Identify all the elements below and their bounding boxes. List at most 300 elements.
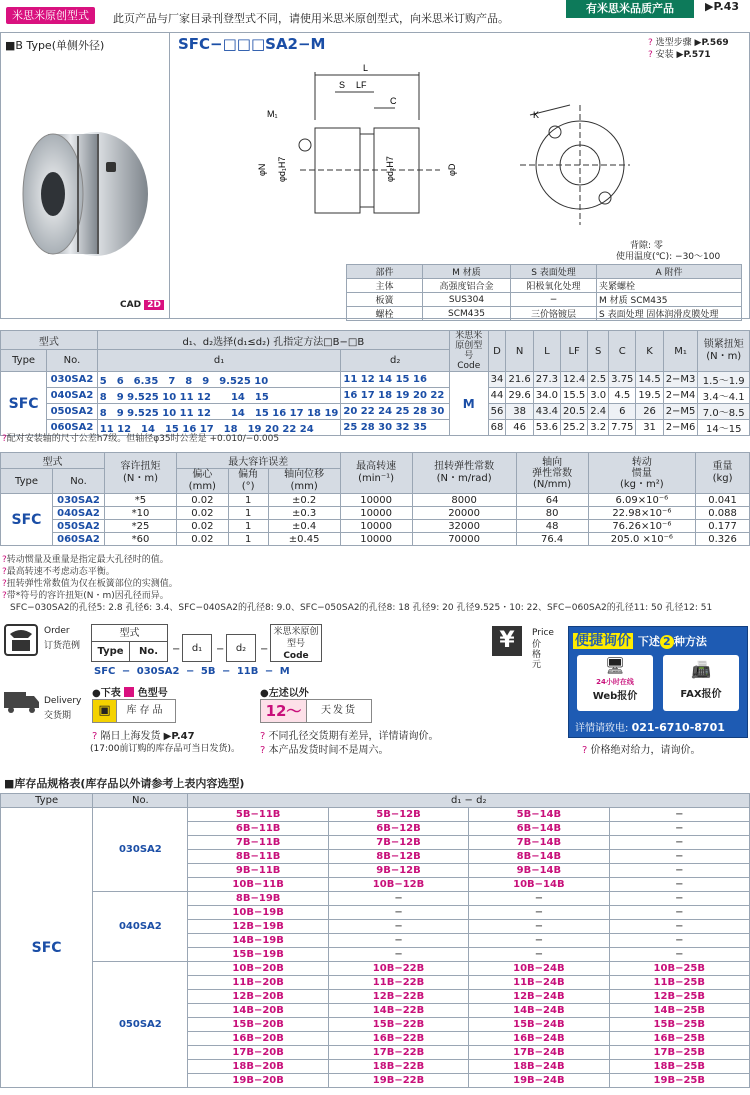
- dim-L: L: [363, 63, 369, 73]
- mat-cell: M 材质 SCM435: [597, 293, 742, 307]
- dim-torque: 7.0〜8.5: [698, 404, 750, 420]
- mat-cell: SCM435: [423, 307, 511, 321]
- stock-cell: −: [609, 878, 749, 892]
- dim-no: 050SA2: [47, 404, 98, 420]
- coupling-photo: [18, 84, 158, 284]
- perf-note: ?转动惯量及重量是指定最大孔径时的值。: [2, 555, 169, 565]
- top-banner: [0, 0, 750, 28]
- stock-cell: 14B−24B: [469, 1004, 609, 1018]
- dim-h-no: No.: [47, 350, 98, 372]
- perf-h-no: No.: [53, 469, 105, 494]
- materials-table: [346, 264, 742, 321]
- perf-cell: 80: [516, 507, 588, 520]
- dim-no: 030SA2: [47, 372, 98, 388]
- dim-M1: M₁: [267, 109, 278, 119]
- mat-cell: S 表面处理 固体润滑皮膜处理: [597, 307, 742, 321]
- type-label: ■B Type(单侧外径): [5, 39, 105, 52]
- stock-title: ■库存品规格表(库存品以外请参考上表内容选型): [4, 777, 245, 790]
- stock-cell: −: [469, 906, 609, 920]
- banner-text: 此页产品与厂家目录刊登型式不同，请使用米思米原创型式，向米思米订购产品。: [113, 12, 509, 25]
- stock-cell: 15B−19B: [188, 948, 328, 962]
- perf-no: 060SA2: [53, 533, 105, 546]
- perf-cell: 1: [228, 494, 268, 507]
- other-note1: ? 不同孔径交货期有差异，详情请询价。: [260, 731, 439, 742]
- perf-note: SFC−030SA2的孔径5: 2.8 孔径6: 3.4、SFC−040SA2的孔径8: 9.0、SFC−050SA2的孔径8: 18 孔径9: 20 孔径9.525・10: 22、SFC−060SA2的孔径11: 50 孔径12: 51: [10, 603, 713, 613]
- dim-d1: φd₁H7: [277, 156, 287, 182]
- perf-cell: 76.4: [516, 533, 588, 546]
- dim-val: 14.5: [636, 372, 663, 388]
- dim-val: 46: [506, 420, 533, 436]
- yen-icon: ¥: [492, 626, 522, 656]
- perf-cell: 20000: [412, 507, 516, 520]
- quality-badge: 有米思米品质产品: [566, 0, 694, 18]
- dim-val: 2.5: [588, 372, 609, 388]
- dim-d2: 25 28 30 32 35: [341, 420, 450, 436]
- perf-no: 040SA2: [53, 507, 105, 520]
- stock-cell: 18B−20B: [188, 1060, 328, 1074]
- price-label-en: Price: [532, 628, 554, 638]
- perf-cell: ±0.45: [268, 533, 340, 546]
- hours-badge: 24小时在线: [596, 678, 634, 686]
- perf-cell: 76.26×10⁻⁶: [588, 520, 696, 533]
- dim-val: 25.2: [560, 420, 587, 436]
- stock-cell: 16B−24B: [469, 1032, 609, 1046]
- stock-h-d: d₁ − d₂: [188, 794, 750, 808]
- mat-cell: 阳极氧化处理: [511, 279, 597, 293]
- stock-cell: 7B−12B: [328, 836, 468, 850]
- price-section: [492, 624, 750, 756]
- perf-h-torque: 容许扭矩 (N・m): [105, 453, 177, 494]
- dim-val: 53.6: [533, 420, 560, 436]
- stock-cell: 19B−24B: [469, 1074, 609, 1088]
- perf-no: 050SA2: [53, 520, 105, 533]
- perf-cell: 10000: [340, 520, 412, 533]
- stock-cell: −: [609, 948, 749, 962]
- order-dash: −: [216, 644, 225, 655]
- dim-val: 3.2: [588, 420, 609, 436]
- perf-h-speed: 最高转速 (min⁻¹): [340, 453, 412, 494]
- price-label-cn: 价格元: [532, 640, 542, 670]
- order-box-d1: d₁: [182, 634, 212, 662]
- perf-cell: 0.326: [696, 533, 750, 546]
- stock-no-cell: 050SA2: [93, 962, 188, 1088]
- materials-row: [347, 279, 742, 293]
- order-h-model: 型式: [92, 625, 167, 642]
- order-h-no: No.: [138, 646, 159, 657]
- tolerance-note: ?配对安装轴的尺寸公差h7级。但轴径φ35时公差是 +0.010/−0.005: [2, 434, 280, 444]
- stock-cell: 5B−14B: [469, 808, 609, 822]
- dim-torque: 14〜15: [698, 420, 750, 436]
- dim-d1: 8 9 9.525 10 11 12 14 15 16 17 18 19: [97, 404, 341, 420]
- stock-type-cell: SFC: [1, 808, 93, 1088]
- stock-cell: −: [469, 948, 609, 962]
- dim-d1: 5 6 6.35 7 8 9 9.525 10: [97, 372, 341, 388]
- stock-cell: 6B−11B: [188, 822, 328, 836]
- stock-row: [1, 962, 750, 976]
- stock-no-cell: 040SA2: [93, 892, 188, 962]
- dim-val: 34: [488, 372, 506, 388]
- perf-cell: 8000: [412, 494, 516, 507]
- perf-cell: 64: [516, 494, 588, 507]
- next-day-note2: (17:00前订购的库存品可当日发货)。: [90, 744, 240, 754]
- dim-val: 31: [636, 420, 663, 436]
- stock-cell: 10B−14B: [469, 878, 609, 892]
- stock-h-type: Type: [1, 794, 93, 808]
- ref-select[interactable]: ? 选型步骤 ▶P.569: [648, 38, 729, 48]
- dim-N: φN: [257, 163, 267, 176]
- order-box-model: [91, 624, 168, 662]
- dim-S: S: [339, 80, 346, 90]
- dim-h-d1: d₁: [97, 350, 341, 372]
- stock-cell: −: [328, 948, 468, 962]
- stock-cell: 11B−24B: [469, 976, 609, 990]
- stock-cell: 12B−20B: [188, 990, 328, 1004]
- dim-code: M: [449, 372, 488, 436]
- dim-row: [1, 388, 750, 404]
- stock-cell: 14B−19B: [188, 934, 328, 948]
- dim-h-col: L: [533, 331, 560, 372]
- order-section: [4, 622, 484, 684]
- stock-cell: 12B−24B: [469, 990, 609, 1004]
- perf-cell: ±0.3: [268, 507, 340, 520]
- stock-label: 库存品: [126, 705, 166, 716]
- dim-h-d2: d₂: [341, 350, 450, 372]
- days-box: [260, 699, 372, 723]
- dim-type-cell: SFC: [1, 372, 47, 436]
- dim-val: 15.5: [560, 388, 587, 404]
- dim-val: 12.4: [560, 372, 587, 388]
- mat-cell: 三价铬镀层: [511, 307, 597, 321]
- stock-cell: 6B−14B: [469, 822, 609, 836]
- web-label: Web报价: [592, 691, 638, 702]
- dim-C: C: [390, 96, 397, 106]
- dim-val: 3.0: [588, 388, 609, 404]
- mat-h-part: 部件: [347, 265, 423, 279]
- stock-cell: 16B−22B: [328, 1032, 468, 1046]
- dim-h-col: K: [636, 331, 663, 372]
- stock-row: [1, 808, 750, 822]
- stock-cell: 17B−22B: [328, 1046, 468, 1060]
- order-label-cn: 订货范例: [44, 641, 81, 651]
- stock-cell: −: [328, 906, 468, 920]
- stock-cell: 10B−22B: [328, 962, 468, 976]
- stock-cell: 15B−22B: [328, 1018, 468, 1032]
- stock-cell: 8B−12B: [328, 850, 468, 864]
- stock-cell: 6B−12B: [328, 822, 468, 836]
- stock-cell: 17B−24B: [469, 1046, 609, 1060]
- stock-cell: 14B−25B: [609, 1004, 749, 1018]
- stock-cell: 9B−12B: [328, 864, 468, 878]
- dimension-table: [0, 330, 750, 436]
- dim-h-col: M₁: [663, 331, 698, 372]
- stock-cell: 15B−25B: [609, 1018, 749, 1032]
- dim-LF: LF: [356, 80, 367, 90]
- quote-panel: [568, 626, 748, 738]
- dim-d1: 8 9 9.525 10 11 12 14 15: [97, 388, 341, 404]
- stock-cell: −: [469, 892, 609, 906]
- mat-cell: SUS304: [423, 293, 511, 307]
- mat-cell: 夹紧螺栓: [597, 279, 742, 293]
- dim-h-col: D: [488, 331, 506, 372]
- stock-cell: 14B−20B: [188, 1004, 328, 1018]
- stock-cell: −: [609, 808, 749, 822]
- dim-val: 68: [488, 420, 506, 436]
- dim-no: 060SA2: [47, 420, 98, 436]
- stock-cell: 11B−20B: [188, 976, 328, 990]
- dim-val: 6: [609, 404, 636, 420]
- stock-cell: 7B−14B: [469, 836, 609, 850]
- stock-cell: 18B−24B: [469, 1060, 609, 1074]
- stock-cell: 10B−20B: [188, 962, 328, 976]
- phone-line: 详情请致电: 021-6710-8701: [575, 721, 725, 734]
- dim-val: 4.5: [609, 388, 636, 404]
- perf-cell: *10: [105, 507, 177, 520]
- backlash-note: 背隙: 零: [630, 241, 663, 251]
- original-type-tag: 米思米原创型式: [6, 7, 95, 24]
- dim-val: 19.5: [636, 388, 663, 404]
- dim-val: 34.0: [533, 388, 560, 404]
- stock-cell: 8B−14B: [469, 850, 609, 864]
- dim-val: 29.6: [506, 388, 533, 404]
- dim-val: 43.4: [533, 404, 560, 420]
- stock-cell: 14B−22B: [328, 1004, 468, 1018]
- perf-cell: 10000: [340, 507, 412, 520]
- mat-cell: 板簧: [347, 293, 423, 307]
- perf-h-err: 最大容许误差: [176, 453, 340, 469]
- perf-cell: *5: [105, 494, 177, 507]
- stock-cell: 12B−19B: [188, 920, 328, 934]
- stock-cell: 15B−24B: [469, 1018, 609, 1032]
- perf-cell: 22.98×10⁻⁶: [588, 507, 696, 520]
- dim-h-type: Type: [1, 350, 47, 372]
- perf-cell: 0.02: [176, 533, 228, 546]
- stock-box: [92, 699, 176, 723]
- stock-no-cell: 030SA2: [93, 808, 188, 892]
- perf-cell: *25: [105, 520, 177, 533]
- dim-h-torque: 锁紧扭矩 (N・m): [698, 331, 750, 372]
- perf-cell: 1: [228, 520, 268, 533]
- stock-table: [0, 793, 750, 1088]
- performance-table: [0, 452, 750, 546]
- delivery-label-cn: 交货期: [44, 711, 72, 721]
- dim-no: 040SA2: [47, 388, 98, 404]
- quote-title: 便捷询价 下述 2 种方法: [575, 633, 707, 649]
- stock-cell: 11B−25B: [609, 976, 749, 990]
- stock-cell: −: [469, 920, 609, 934]
- mat-cell: 主体: [347, 279, 423, 293]
- materials-row: [347, 307, 742, 321]
- materials-row: [347, 293, 742, 307]
- stock-cell: 7B−11B: [188, 836, 328, 850]
- stock-h-no: No.: [93, 794, 188, 808]
- cad-badge[interactable]: CAD 2D: [120, 300, 164, 310]
- dim-row: [1, 404, 750, 420]
- perf-header-row: [1, 453, 750, 469]
- dim-val: 2−M3: [663, 372, 698, 388]
- perf-cell: 0.041: [696, 494, 750, 507]
- stock-cell: −: [328, 892, 468, 906]
- mat-cell: −: [511, 293, 597, 307]
- box-icon: ▣: [93, 700, 117, 722]
- dim-h-model: 型式: [1, 331, 98, 350]
- stock-cell: −: [609, 934, 749, 948]
- perf-cell: 70000: [412, 533, 516, 546]
- perf-h-axs: 轴向 弹性常数 (N/mm): [516, 453, 588, 494]
- stock-cell: 10B−11B: [188, 878, 328, 892]
- dim-d2: 20 22 24 25 28 30: [341, 404, 450, 420]
- perf-type-cell: SFC: [1, 494, 53, 546]
- stock-cell: 10B−25B: [609, 962, 749, 976]
- perf-h-wt: 重量 (kg): [696, 453, 750, 494]
- stock-cell: 8B−11B: [188, 850, 328, 864]
- stock-cell: 12B−25B: [609, 990, 749, 1004]
- technical-drawing: [250, 60, 630, 240]
- dim-d2: 16 17 18 19 20 22: [341, 388, 450, 404]
- ref-install[interactable]: ? 安装 ▶P.571: [648, 50, 711, 60]
- stock-cell: 16B−20B: [188, 1032, 328, 1046]
- stock-cell: 19B−20B: [188, 1074, 328, 1088]
- dim-h-d: d₁、d₂选择(d₁≤d₂) 孔指定方法□B−□B: [97, 331, 449, 350]
- perf-cell: 0.088: [696, 507, 750, 520]
- mat-h-surface: S 表面处理: [511, 265, 597, 279]
- mat-cell: 高强度铝合金: [423, 279, 511, 293]
- next-day-note: ? 隔日上海发货 ▶P.47: [92, 731, 195, 742]
- order-dash: −: [172, 644, 181, 655]
- stock-cell: −: [609, 906, 749, 920]
- dim-d1: 11 12 14 15 16 17 18 19 20 22 24: [97, 420, 341, 436]
- perf-cell: 0.02: [176, 520, 228, 533]
- perf-cell: 10000: [340, 494, 412, 507]
- order-label-en: Order: [44, 626, 70, 636]
- stock-cell: 16B−25B: [609, 1032, 749, 1046]
- perf-note: ?扭转弹性常数值为仅在板簧部位的实测值。: [2, 579, 178, 589]
- dim-h-col: N: [506, 331, 533, 372]
- perf-h-inertia: 转动 惯量 (kg・m²): [588, 453, 696, 494]
- order-box-d2: d₂: [226, 634, 256, 662]
- stock-cell: 9B−11B: [188, 864, 328, 878]
- perf-cell: 1: [228, 533, 268, 546]
- stock-row: [1, 892, 750, 906]
- stock-cell: −: [609, 892, 749, 906]
- perf-cell: ±0.4: [268, 520, 340, 533]
- order-box-code: 米思米原创型号 Code: [270, 624, 322, 662]
- stock-cell: 8B−19B: [188, 892, 328, 906]
- truck-icon: [4, 688, 40, 714]
- order-example: SFC − 030SA2 − 5B − 11B − M: [94, 666, 290, 677]
- perf-no: 030SA2: [53, 494, 105, 507]
- dim-val: 21.6: [506, 372, 533, 388]
- perf-cell: 0.02: [176, 494, 228, 507]
- dim-d2: φd₂H7: [385, 156, 395, 182]
- phone-icon: [4, 624, 38, 656]
- product-photo-panel: [0, 32, 170, 319]
- perf-h-ecc: 偏心 (mm): [176, 469, 228, 494]
- fax-quote-button[interactable]: [663, 655, 739, 711]
- stock-cell: 18B−25B: [609, 1060, 749, 1074]
- stock-cell: 10B−19B: [188, 906, 328, 920]
- page-ref[interactable]: ▶P.43: [705, 0, 739, 13]
- stock-cell: 19B−25B: [609, 1074, 749, 1088]
- perf-cell: 0.177: [696, 520, 750, 533]
- stock-cell: 17B−20B: [188, 1046, 328, 1060]
- dim-h-col: S: [588, 331, 609, 372]
- dim-h-col: C: [609, 331, 636, 372]
- days-label: 天发货: [321, 705, 357, 716]
- fax-icon: 📠: [691, 660, 711, 679]
- delivery-section: [4, 684, 484, 756]
- perf-note: ?带*符号的容许扭矩(N・m)因孔径而异。: [2, 591, 169, 601]
- dim-val: 27.3: [533, 372, 560, 388]
- perf-h-type: Type: [1, 469, 53, 494]
- dim-val: 2−M5: [663, 404, 698, 420]
- dim-h-code: 米思米原创型号 Code: [449, 331, 488, 372]
- perf-cell: 0.02: [176, 507, 228, 520]
- dim-val: 2−M4: [663, 388, 698, 404]
- stock-cell: 15B−20B: [188, 1018, 328, 1032]
- perf-cell: ±0.2: [268, 494, 340, 507]
- order-h-type: Type: [92, 642, 130, 662]
- mat-cell: 螺栓: [347, 307, 423, 321]
- materials-header-row: [347, 265, 742, 279]
- perf-h-ang: 偏角 (°): [228, 469, 268, 494]
- stock-cell: 17B−25B: [609, 1046, 749, 1060]
- perf-cell: *60: [105, 533, 177, 546]
- web-quote-button[interactable]: [577, 655, 653, 711]
- perf-cell: 6.09×10⁻⁶: [588, 494, 696, 507]
- perf-row: [1, 533, 750, 546]
- dim-val: 20.5: [560, 404, 587, 420]
- fax-label: FAX报价: [680, 689, 722, 700]
- dim-torque: 3.4〜4.1: [698, 388, 750, 404]
- stock-cell: 9B−14B: [469, 864, 609, 878]
- mat-h-accessory: A 附件: [597, 265, 742, 279]
- dim-val: 44: [488, 388, 506, 404]
- stock-cell: −: [328, 934, 468, 948]
- stock-cell: −: [469, 934, 609, 948]
- stock-cell: −: [609, 822, 749, 836]
- stock-cell: 12B−22B: [328, 990, 468, 1004]
- stock-header-row: [1, 794, 750, 808]
- stock-cell: −: [609, 864, 749, 878]
- dim-val: 2.4: [588, 404, 609, 420]
- dim-val: 26: [636, 404, 663, 420]
- perf-cell: 10000: [340, 533, 412, 546]
- stock-cell: −: [328, 920, 468, 934]
- perf-row: [1, 507, 750, 520]
- dim-torque: 1.5〜1.9: [698, 372, 750, 388]
- dim-K: K: [533, 110, 540, 120]
- dim-row: [1, 372, 750, 388]
- stock-cell: 10B−12B: [328, 878, 468, 892]
- other-title: ●左述以外: [260, 688, 309, 699]
- perf-h-model: 型式: [1, 453, 105, 469]
- perf-row: [1, 494, 750, 507]
- perf-row: [1, 520, 750, 533]
- days-value: 12〜: [261, 700, 307, 722]
- perf-h-ax: 轴向位移 (mm): [268, 469, 340, 494]
- stock-cell: −: [609, 850, 749, 864]
- dim-val: 2−M6: [663, 420, 698, 436]
- dim-val: 7.75: [609, 420, 636, 436]
- perf-notes: [2, 554, 712, 614]
- perf-note: ?最高转速不考虑动态平衡。: [2, 567, 115, 577]
- stock-cell: 18B−22B: [328, 1060, 468, 1074]
- perf-cell: 1: [228, 507, 268, 520]
- dim-D: φD: [447, 163, 457, 176]
- order-dash: −: [260, 644, 269, 655]
- perf-h-tor: 扭转弹性常数 (N・m/rad): [412, 453, 516, 494]
- dim-val: 38: [506, 404, 533, 420]
